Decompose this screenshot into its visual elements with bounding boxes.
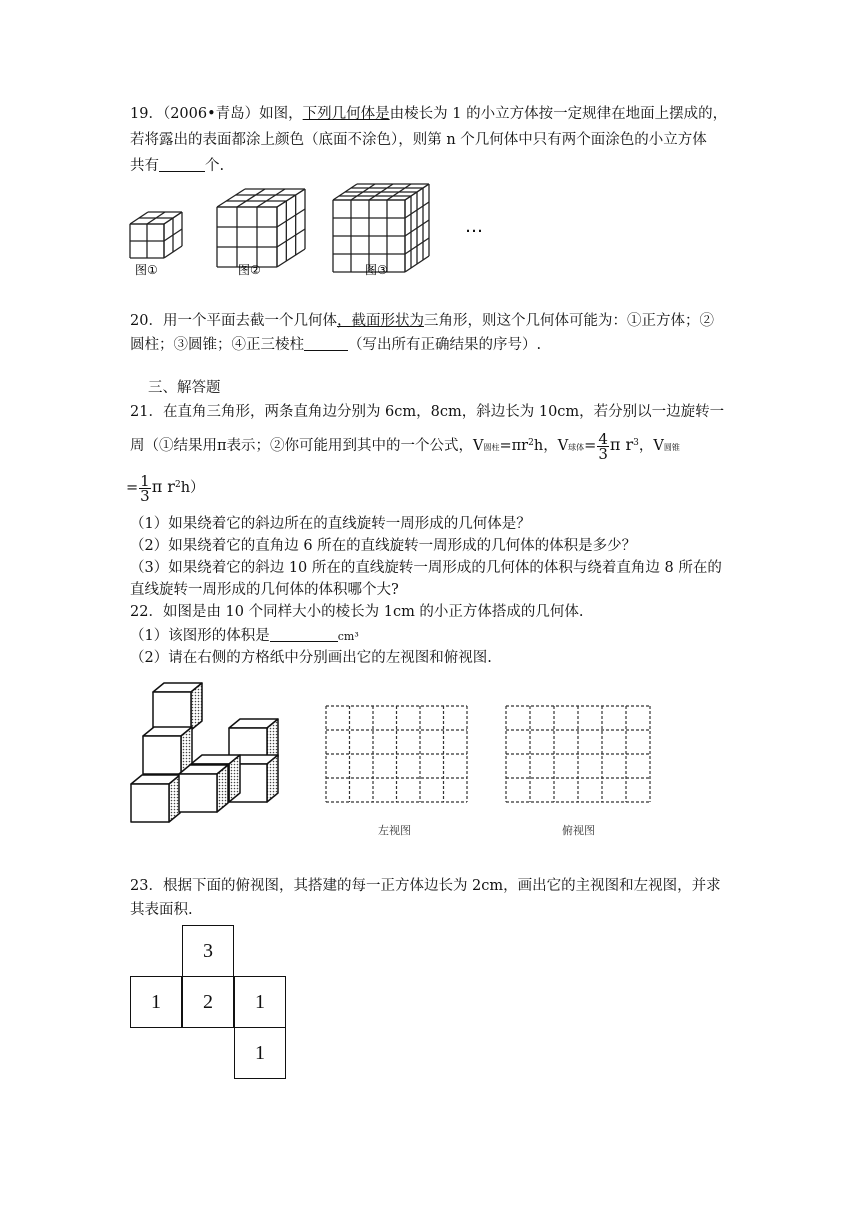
top-view-grid[interactable] [502,700,657,840]
q21-line1: 21．在直角三角形，两条直角边分别为 6cm，8cm，斜边长为 10cm，若分别以一边旋转一 [130,404,725,420]
figure-label-1: 图① [135,263,158,277]
top-view-cell: 3 [182,925,234,977]
fraction-one-third: $\frac{1}{3}$ [140,471,150,505]
q22-stacked-cubes [125,676,285,832]
q21-line3: = $\frac{1}{3}$ π $r^2h$） [126,471,205,505]
fraction-four-thirds: $\frac{4}{3}$ [598,429,608,463]
q19-figures [125,170,505,282]
cube-figure-2 [217,189,305,267]
figure-label-3: 图③ [365,263,388,277]
q21-line2: 周（①结果用π表示；②你可能用到其中的一个公式，V圆柱$=\pi r^2h$，V球体= $\frac{4}{3}$ π $r^3$，V圆锥 [130,429,680,463]
q21-part3a: （3）如果绕着它的斜边 10 所在的直线旋转一周形成的几何体的体积与绕着直角边 8 所在的 [130,560,722,576]
section-title: 三、解答题 [148,380,221,396]
figure-label-2: 图② [238,263,261,277]
q19-line1: 19．（2006•青岛）如图，下列几何体是由棱长为 1 的小立方体按一定规律在地面上摆成的， [130,106,728,122]
q19-line2: 若将露出的表面都涂上颜色（底面不涂色），则第 n 个几何体中只有两个面涂色的小立方体 [130,132,707,148]
top-view-cell: 1 [234,976,286,1028]
q23-line2: 其表面积. [130,902,193,918]
q19-line3: 共有 个. [130,158,225,174]
q20-line2: 圆柱；③圆锥；④正三棱柱 （写出所有正确结果的序号）. [130,337,542,353]
q20-line1: 20．用一个平面去截一个几何体，截面形状为三角形，则这个几何体可能为：①正方体；② [130,313,714,329]
q23-line1: 23．根据下面的俯视图，其搭建的每一正方体边长为 2cm，画出它的主视图和左视图，并求 [130,878,721,894]
cube-figure-1 [130,212,182,258]
q20-answer-blank[interactable] [304,336,348,351]
left-view-label: 左视图 [378,824,411,837]
top-view-cell: 1 [234,1027,286,1079]
q22-part1: （1）该图形的体积是 cm³ [130,628,359,644]
cube-figure-3 [333,184,429,272]
q22-part2: （2）请在右侧的方格纸中分别画出它的左视图和俯视图. [130,650,492,666]
q20-underlined: ，截面形状为 [336,313,424,329]
q19-underlined: 下列几何体是 [302,106,390,122]
q21-part3b: 直线旋转一周形成的几何体的体积哪个大? [130,582,399,598]
top-view-cell: 1 [130,976,182,1028]
q21-part2: （2）如果绕着它的直角边 6 所在的直线旋转一周形成的几何体的体积是多少？ [130,538,637,554]
ellipsis-text: … [465,216,483,237]
q22-line1: 22．如图是由 10 个同样大小的棱长为 1cm 的小正方体搭成的几何体. [130,604,584,620]
top-view-cell: 2 [182,976,234,1028]
q22-volume-blank[interactable] [270,627,338,642]
q21-part1: （1）如果绕着它的斜边所在的直线旋转一周形成的几何体是？ [130,516,531,532]
left-view-grid[interactable] [322,700,472,840]
top-view-label: 俯视图 [562,824,595,837]
